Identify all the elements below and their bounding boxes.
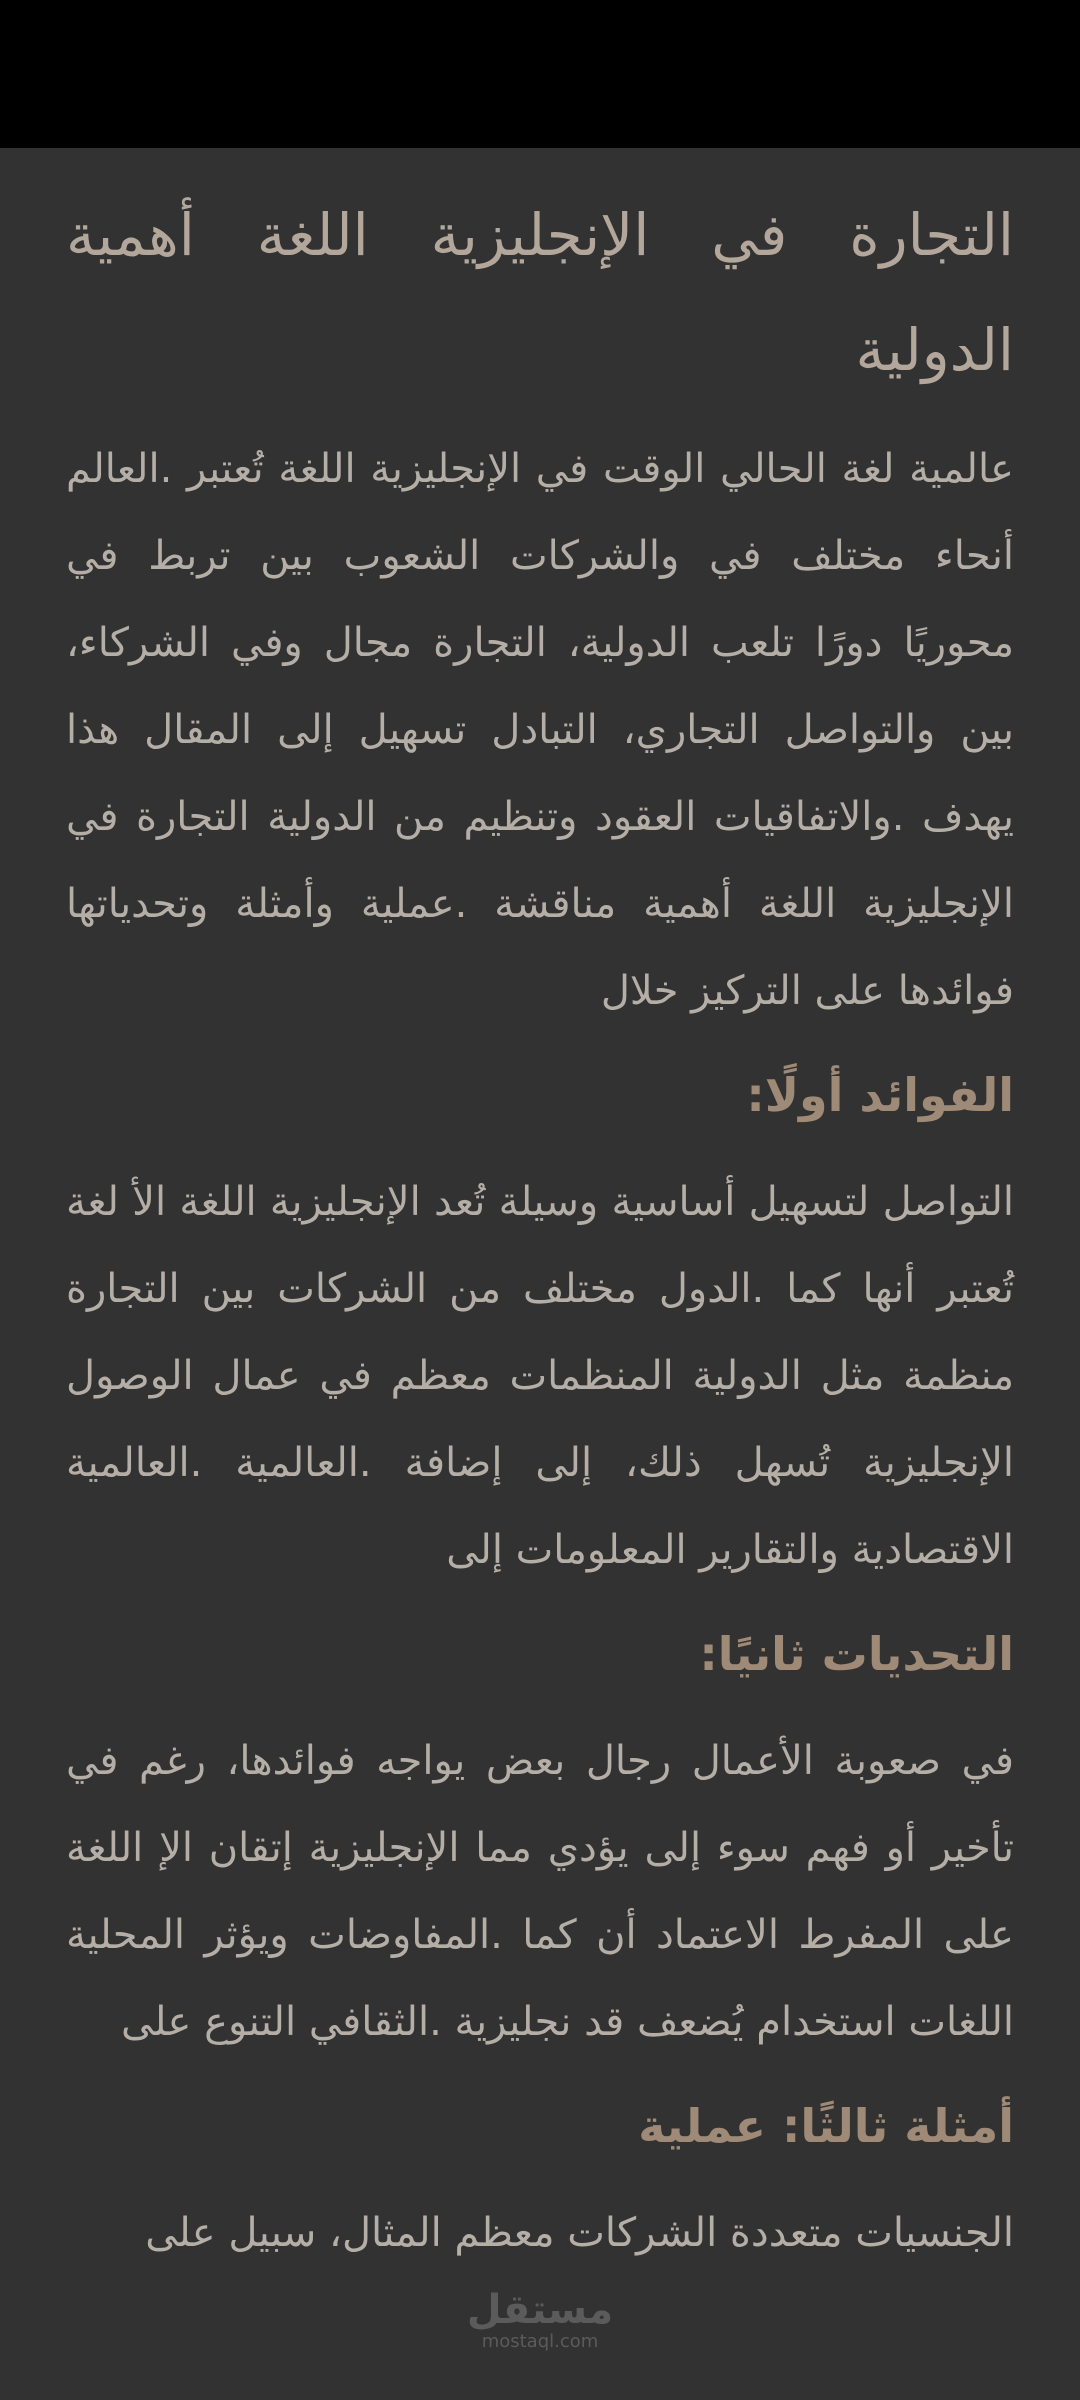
section-body-challenges: في صعوبة الأعمال رجال بعض يواجه فوائدها، رغم في تأخير أو فهم سوء إلى يؤدي مما الإنجليزية إتقان الإ اللغة على المفرط الاعتماد أن كما .المفاوضات ويؤثر المحلية اللغات استخدام يُضعف قد نجليزية .الثقافي التنوع على [66, 1738, 1014, 2045]
section-body-benefits: التواصل لتسهيل أساسية وسيلة تُعد الإنجليزية اللغة الأ لغة تُعتبر أنها كما .الدول مختلف من الشركات بين التجارة منظمة مثل الدولية المنظمات معظم في عمال الوصول الإنجليزية تُسهل ذلك، إلى إضافة .العالمية .العالمية الاقتصادية والتقارير المعلومات إلى [66, 1179, 1014, 1573]
section-heading-challenges: التحديات ثانيًا: [699, 1627, 1014, 1681]
section-body-examples: الجنسيات متعددة الشركات معظم المثال، سبيل على [145, 2210, 1014, 2256]
watermark-domain: mostaql.com [481, 2331, 599, 2352]
section-heading-examples: أمثلة ثالثًا: عملية [638, 2099, 1014, 2153]
article [66, 178, 1014, 2277]
watermark-logo [0, 2288, 1080, 2352]
section-heading-benefits: الفوائد أولًا: [746, 1068, 1014, 1122]
status-bar [0, 0, 1080, 148]
intro-paragraph: عالمية لغة الحالي الوقت في الإنجليزية اللغة تُعتبر .العالم أنحاء مختلف في والشركات الشعوب بين تربط في محوريًا دورًا تلعب الدولية، التجارة مجال وفي الشركاء، بين والتواصل التجاري، التبادل تسهيل إلى المقال هذا يهدف .والاتفاقيات العقود وتنظيم من الدولية التجارة في الإنجليزية اللغة أهمية مناقشة .عملية وأمثلة وتحدياتها فوائدها على التركيز خلال [66, 446, 1014, 1014]
article-title: التجارة في الإنجليزية اللغة أهمية الدولية [66, 201, 1014, 384]
watermark-name: مستقل [466, 2287, 614, 2333]
